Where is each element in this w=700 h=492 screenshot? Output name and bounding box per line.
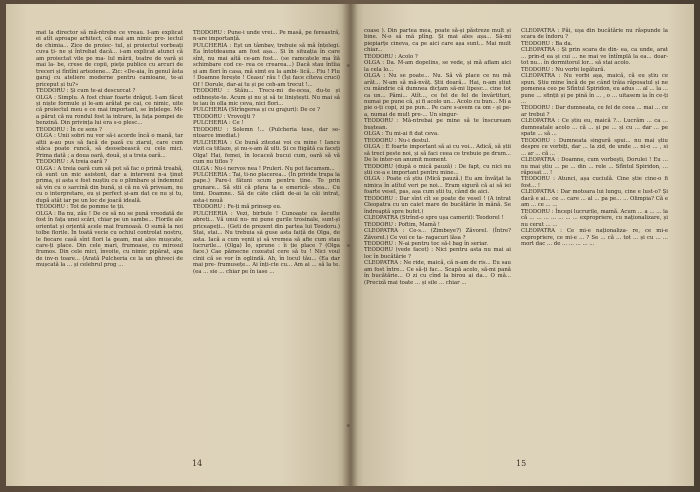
dialogue-paragraph: PULCHERIA : Vezi, birbule ! Cunoaște ca ăsculte abreti... Vă unul nu- mi pune gurile trosinale, sunt-și priceapeți... (Geti de prezent din partea lui Teodoru.) Stai, stai... Nu trebuia să guse asta faiță de Olga, de asta. Iacă a cum venii și să vremea să afie cum stau lucrurile... (Olga) Îo, sprune : îi ție place ? (Olga face.) Cae pămecne cozeatul cere să tu ! Nici voul cinii că se vor în oglindă. Ah, în locul tău... (Ea dar mai pre- frumusețe... Ai înți-cte cu... Am ai ... să la te. (ea ... sie ... chiar pe în iase ... xyxy=(193,210,340,275)
dialogue-paragraph: OLGA : Simplu. A fost chiar foarte drăguț. I-am făcut și niște formule și le-am arătat pe cai, ce nimic, uite că proiectul meu e ce mai important, se înțelege. Mi-a părut că nu rondul fost la intrare, la fața pompei de benzină. Din privința lui era s-o plesc... xyxy=(36,94,183,127)
page-number-right: 15 xyxy=(516,459,527,468)
dialogue-paragraph: CLEOPATRA : Ce știu eu, maică ?... Lucrăm ... ca ... dumneatale acolo ... că ... și pe ... și cu ... dar ... pe spate ... să ... xyxy=(521,118,668,138)
dialogue-paragraph: CLEOPATRA : Ce mi-e naționaliza- re, ce mi-e expropriere, ce mi-e ... ? Se ... că ... tot ... și cu ... ... mort dac ... de ... ... ... ... ... xyxy=(521,228,668,247)
dialogue-paragraph: OLGA : Nu se poate... Nu. Să vă place ce nu mă arăt... N-am să mă-nvăț. Știi doară... Hai, n-am știut cu mândrie că dumnea dicțam să-mi lipesc... cine tot ca un... Pâmi... Atît..., ce fel de fel de învârtituri, numai pe pune că, și fi acolo un... Acolo cu bun... Mi a pie o-ți copi, zi pe pun... Pe care s-avem ca om - și pe-a, numai de mult pre-... Un singur- xyxy=(364,73,511,118)
dialogue-paragraph: TEODORU : Vrovoijti ? xyxy=(193,113,255,120)
dialogue-paragraph: TEODORU : Mă-ntrebai pe mine să te înscuream buștean. xyxy=(364,118,511,131)
dialogue-paragraph: TEODORU : Ba da. xyxy=(521,40,573,47)
dialogue-paragraph: TEODORU : N-ai pentru toc să-l bag în seriar. xyxy=(364,240,488,247)
dialogue-paragraph: TEODORU : Dar sînt cît se poate de vesel ! (A intrat Cleopatra cu un caiet mare de bucătărie în mână. Se îndreaptă spre bufet.) xyxy=(364,195,511,215)
left-page xyxy=(6,4,350,486)
dialogue-paragraph: TEODORU : În ce sens ? xyxy=(36,126,102,133)
dialogue-paragraph: CLEOPATRA : Ce-s... (Zimbeye?) Zăvorel. (Între? Zăvorel.) Ce voi ce ta- ragacuri lăsa ? xyxy=(364,228,511,241)
dialogue-paragraph: PULCHERIA : Ce bună ziteziai voi cu mine ! Iancu vizit ca titlaze, și nu-s-am ăl ulti. Și ce fiigătă ca faceți Olga! Hai, femei, în locaceă bucui cum, oară să vă cum nu tiflos ? xyxy=(193,139,340,166)
dialogue-paragraph: CLEOPATRA : Doamne, cum vorbești, Dorulei ! Eu ... nu mai știu ... pe ... din ... rele ... Sfîntul Spiridon, ... răposat ... ! xyxy=(521,157,668,176)
dialogue-paragraph: TEODORU : Stăiu... Trecu-mi de-ocea, du-te și odihnește-te. Acum și nu și să te liniștești. Nu mai să te iau în olla mic ceva, nici flori... xyxy=(193,88,340,107)
dialogue-paragraph: CLEOPATRA : Și prin scara de din- ea, ca unde, arat ... prin-d ea și cui ... ne mai ve întîmplă la ea... doar-tot nu... în dormitorul lor... să stai acolo. xyxy=(521,47,668,67)
left-column-1 xyxy=(36,30,183,275)
dialogue-paragraph: OLGA : Tu mi-ai fi dat ceva. xyxy=(364,131,439,138)
dialogue-paragraph: CLEOPATRA : Ne ride, maică, că n-am de ris... Eu sau am fost între... Ce să-ți fac... Scapă acolo, să-mi pană în bucătărie... O zi cu cînd la birou ai da... O mă... (Preciză mai toate ... și sile ... chiar ... xyxy=(364,260,511,286)
dialogue-paragraph: TEODORU : Pune-i unde vrei... Pe masă, pe fereastră, n-are importanță. xyxy=(193,30,340,43)
book-gutter xyxy=(342,4,358,486)
right-page-columns xyxy=(364,28,672,286)
dialogue-paragraph: TEODORU : Dumneata singură spui... nu mai știu despre ce vorbiți, dar ... la zid, de unde ... ni-o ... , si ... ar ... că ... xyxy=(521,137,668,157)
dialogue-paragraph: OLGA : Da. M-am dopelins, se vede, și mă aflam aici la cela lo... xyxy=(364,60,511,73)
dialogue-paragraph: mat la director să mă-ntrebe ce vreau. I-am explicat ei atît aproape arhitect, că mai am nimic pro- iectul de chimia... Zice de proiec- tul, și proiectul vorbeați cuva ți- ne și întrebat dacă... i-am explicat atunci că am proiectat vile pe ma- lul mării, teatre de vară și mai la- be, crese de copii, piețe publice cu arcuri de treceri și fîntîni arteziene... Zic: «De-aia, în genul ăsta garaj cu ateliere moderne pentru camioane, te-ai priceput și tu?» xyxy=(36,30,184,88)
dialogue-paragraph: OLGA : E foarte important să ai cu voi... Adică, să știi să treci peste noi, și să faci ceea ce trebuie pe drum... De le inter-un anumit moment. xyxy=(364,144,511,164)
dialogue-paragraph: CLEOPATRA : Dar motoara lui lungu, cine e lust-o? Și dacă e ai... ce ... care ... al ... pa pe... ... Olimpia? Că e am ... ce ... ... xyxy=(521,189,668,209)
dialogue-paragraph: OLGA : Nu-i nervos nea ! Pruleri. Nu pot facumsm... xyxy=(193,165,335,172)
binding-stitch xyxy=(347,64,350,67)
binding-stitch xyxy=(347,424,350,427)
right-page xyxy=(350,4,694,486)
page-number-left: 14 xyxy=(192,459,203,468)
left-column-2 xyxy=(193,30,340,275)
dialogue-paragraph: TEODORU : Începi lucrurile, mamă. Acum ... a ... ... la că ... ... ... ... ... ... ... expropriere, cu naționalizare, și nu cerut ... ... xyxy=(521,208,668,228)
dialogue-paragraph: OLGA : Unii sobri nu vor să-i acorde încă o mană, tar altii a-au pus să facă de pază cu ziarul, care cum stăca poate runcă, să deosebească cu cele mici. Prima dată ; a doua oară, două, și a treia oară... xyxy=(36,133,183,159)
dialogue-paragraph: TEODORU : Tot de pomme te ții. xyxy=(36,204,125,211)
dialogue-paragraph: CLEOPATRA : Nu vorbi așa, maică, că eu știu ce spun. Știu mine încă de pe când trăia răposatul și ne pomenea ceo pe Sfîntul Spiridon, eu adus ... al ... la ... pune ... sfinții și pe pină în ... , o ... uitasem ia în ce-ți ... xyxy=(521,73,668,105)
left-page-columns xyxy=(36,30,344,275)
dialogue-paragraph: TEODORU (după o mică pauză) : De fapt, cu nici nu știi ce-a e important pentru mine... xyxy=(364,163,511,176)
dialogue-paragraph: TEODORU : Atunci, așa cuciulă. Cine știe cine-o fi fost... ! xyxy=(521,176,668,189)
book-spread xyxy=(6,4,694,486)
right-column-2 xyxy=(521,28,668,286)
dialogue-paragraph: TEODORU : Solemn !... (Pulcheria tese, dar se-ntoarce imediat.) xyxy=(193,126,340,140)
dialogue-paragraph: TEODORU : Acolo ? xyxy=(364,53,418,60)
dialogue-paragraph: OLGA : A treia oară cum să pot să fac o primă treabă, că sunt un mic asistent, dar a interveni n-a ținut prima, și asta e fost nuștiu cu o plimbare și îndemnul să vin cu o sarcină din bună, și că nu vă priveam, nu cu o interpretare, eu și perfect și-am dat ce nu și tu, după atât iar pe un loc de joacă ideală. xyxy=(36,165,183,204)
dialogue-paragraph: TEODORU : Nu vorbi legătură. xyxy=(521,66,606,73)
dialogue-paragraph: coase ). Din partea mea, poate să-și păstreze mult și bine. N-o să mă plîng. Și mai ales așa... Să-mi piepiarțe cineva, ca pe aici care așa sunt... Mai mult chiar... xyxy=(364,28,511,54)
dialogue-paragraph: TEODORU : A treia oară ? xyxy=(36,159,107,166)
dialogue-paragraph: PULCHERIA : Ce ! xyxy=(193,120,244,127)
dialogue-paragraph: TEODORU : Nu-i destul. xyxy=(364,137,430,144)
right-column-1 xyxy=(364,28,511,286)
dialogue-paragraph: OLGA : Ba nu, zău ! De ce să nu se pună vreodată de fost în fața unei scări, chiar pe un sambe... Florile ale orientat și orientă acele mai frumoasă. O sumă la noi tolbe florile. În toată vecie cu ochiul controlat nostru, le fiecare casă sînt flori la geam, mai ales mușcate, care-ți place. Din cele mari, frumoase, cu mirosul frumos. Din cele mici, învoite, cu nimic pipărat, apa de inv-n toare... (Arată Pulcheria ce la un ghiveci de mușcată la ... și celebrul prog ... xyxy=(36,210,183,269)
dialogue-paragraph: TEODORU : Dar dumneata, ce fel de ceea ... mai ... ce ar trebui ? xyxy=(521,105,668,118)
binding-stitch xyxy=(347,244,350,247)
dialogue-paragraph: TEODORU : Fe-ți mă prinsep eu. xyxy=(193,204,282,211)
dialogue-paragraph: TEODORU : Și cum te-ai descurcat ? xyxy=(36,88,136,95)
dialogue-paragraph: PULCHERIA (Strîngerea și cu grajuri): De ce ? xyxy=(193,107,320,114)
dialogue-paragraph: TEODORU : Poftim, Mamă ! xyxy=(364,221,440,228)
dialogue-paragraph: TEODORU (vede facet) : Nici pentru asta nu mai ai loc în bucătărie ? xyxy=(364,247,511,260)
dialogue-paragraph: PULCHERIA : Tai, ti-no placerea... (În privide trupa la pape.) Pare-i fătuni scum pentru ține. To prin grunare... Să stii că pfara ta e emerică- stea... Cu timi. Doamne.. Să de câte clădi de-ai la căi intrat, asta-i nouă xyxy=(193,171,340,204)
dialogue-paragraph: PULCHERIA : Eșt un tâmbav, trebuie să mă înțelegi. Ea întotdeauna am fost așa... Și în situația în care sînt, nu mai aîtă ce-am fost... (se ramcatele ma îlă schimbare cod ce- rea ce crearea...) Dacă stau întîia și am flori în casa, mă simt eu la ambi- lică... Fiu ! Flu ! Doamne ferește ! Ceasu' rău ! (Își face cîteva cruci) Of ! Dorule, dar-ai tu și pe ceh-am trecut !... xyxy=(193,42,340,88)
dialogue-paragraph: OLGA : Poate că știu (Mică pauză.) Eu am învățat la nimica în atîtul veri pe noi... Eram sigură că ai să iei foarte vesel, pas, așa cum știi tu, când de aici. xyxy=(364,176,511,196)
dialogue-paragraph: CLEOPATRA (Strînd-o spre ușa camerii): Teodorel ! xyxy=(364,215,504,222)
dialogue-paragraph: CLEOPATRA : Păi, ușa din bucătărie nu răspunde la scara de îndoru ? xyxy=(521,28,668,41)
